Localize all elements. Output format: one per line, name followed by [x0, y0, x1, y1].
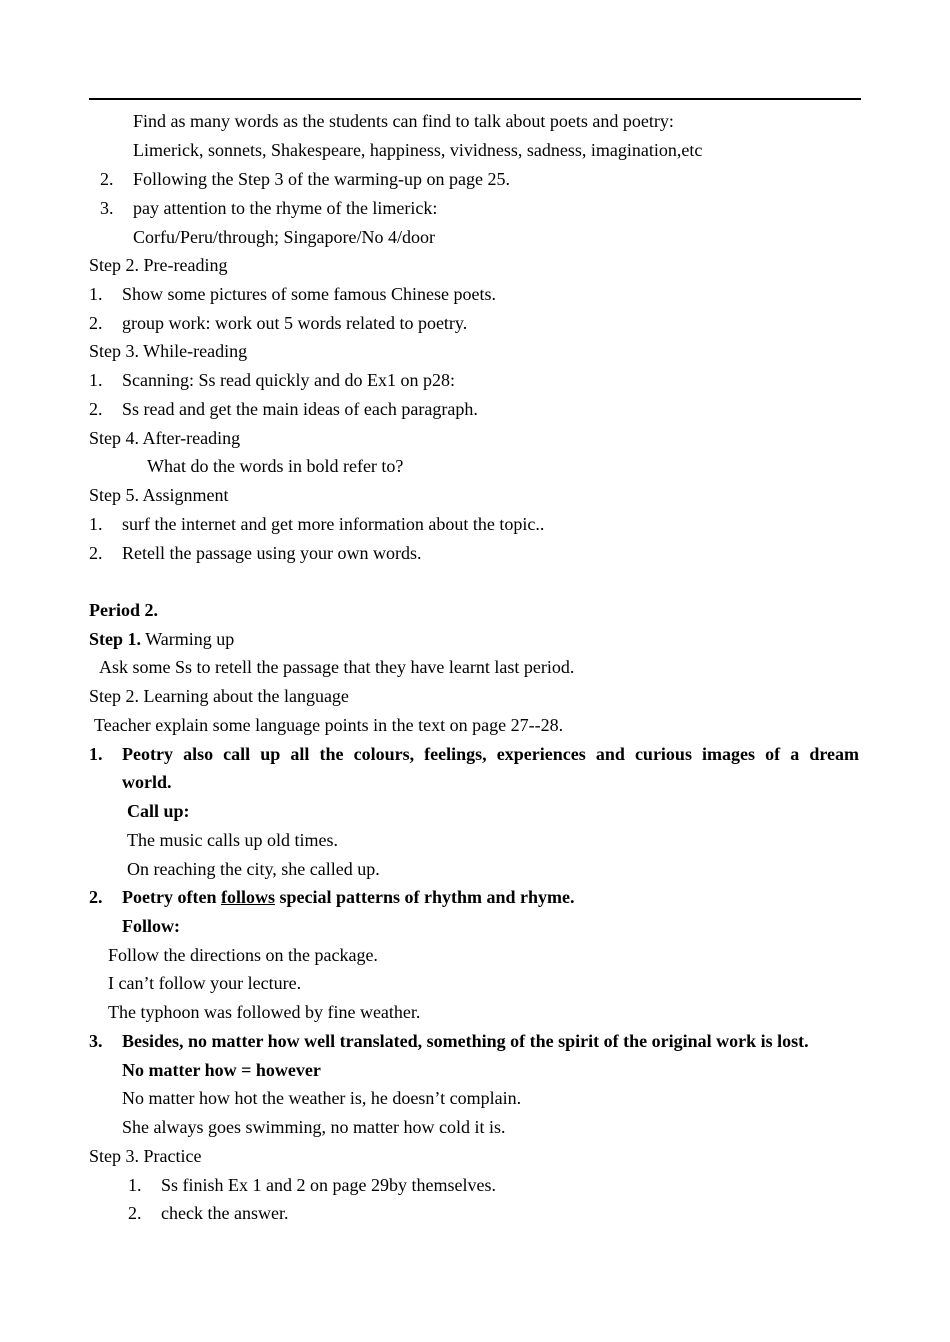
list-item: Ss finish Ex 1 and 2 on page 29by themselves. [161, 1175, 496, 1195]
step-heading: Step 4. After-reading [89, 428, 241, 448]
list-number: 1. [89, 744, 103, 764]
list-number: 1. [89, 514, 103, 534]
list-item: Following the Step 3 of the warming-up on page 25. [133, 169, 510, 189]
list-item: Scanning: Ss read quickly and do Ex1 on p28: [122, 370, 455, 390]
step-heading: Step 2. Learning about the language [89, 686, 349, 706]
phrase-label: Call up: [127, 801, 190, 821]
list-number: 2. [89, 887, 103, 907]
language-point: Peotry also call up all the colours, feelings, experiences and curious images of a dream [122, 744, 859, 764]
list-item: pay attention to the rhyme of the limerick: [133, 198, 438, 218]
example-sentence: She always goes swimming, no matter how cold it is. [122, 1117, 506, 1137]
example-sentence: The typhoon was followed by fine weather. [108, 1002, 421, 1022]
example-sentence: I can’t follow your lecture. [108, 973, 302, 993]
language-point-cont: world. [122, 772, 172, 792]
step-text: Ask some Ss to retell the passage that they have learnt last period. [99, 657, 575, 677]
phrase-label: No matter how = however [122, 1060, 321, 1080]
rhyme-example: Corfu/Peru/through; Singapore/No 4/door [133, 227, 435, 247]
list-item: group work: work out 5 words related to poetry. [122, 313, 468, 333]
language-point: Besides, no matter how well translated, something of the spirit of the original work is lost. [122, 1031, 809, 1051]
list-number: 1. [89, 284, 103, 304]
list-number: 3. [89, 1031, 103, 1051]
example-sentence: On reaching the city, she called up. [127, 859, 380, 879]
list-item: Ss read and get the main ideas of each paragraph. [122, 399, 478, 419]
list-item: Retell the passage using your own words. [122, 543, 422, 563]
point-text: special patterns of rhythm and rhyme. [274, 887, 575, 907]
underlined-word: follows [220, 887, 275, 907]
step-text: Teacher explain some language points in the text on page 27--28. [94, 715, 564, 735]
list-item: Show some pictures of some famous Chinese poets. [122, 284, 496, 304]
step-note: What do the words in bold refer to? [147, 456, 404, 476]
phrase-label: Follow: [122, 916, 180, 936]
step-label: Step 1. [89, 629, 142, 649]
list-number: 2. [89, 543, 103, 563]
intro-line-2: Limerick, sonnets, Shakespeare, happiness, vividness, sadness, imagination,etc [133, 140, 703, 160]
point-text: Poetry often [122, 887, 221, 907]
list-number: 3. [100, 198, 114, 218]
intro-line-1: Find as many words as the students can find to talk about poets and poetry: [133, 111, 674, 131]
list-number: 1. [89, 370, 103, 390]
list-number: 2. [89, 313, 103, 333]
language-point [122, 886, 574, 908]
step-heading: Step 2. Pre-reading [89, 255, 228, 275]
list-number: 2. [100, 169, 114, 189]
list-number: 1. [128, 1175, 142, 1195]
example-sentence: Follow the directions on the package. [108, 945, 378, 965]
list-number: 2. [128, 1203, 142, 1223]
list-item: check the answer. [161, 1203, 289, 1223]
step-heading: Step 5. Assignment [89, 485, 229, 505]
step-title: Warming up [141, 629, 235, 649]
list-number: 2. [89, 399, 103, 419]
list-item: surf the internet and get more information about the topic.. [122, 514, 545, 534]
step-heading [89, 628, 234, 650]
example-sentence: No matter how hot the weather is, he doesn’t complain. [122, 1088, 522, 1108]
example-sentence: The music calls up old times. [127, 830, 338, 850]
step-heading: Step 3. While-reading [89, 341, 248, 361]
period-title: Period 2. [89, 600, 158, 620]
step-heading: Step 3. Practice [89, 1146, 202, 1166]
header-rule [89, 98, 861, 100]
